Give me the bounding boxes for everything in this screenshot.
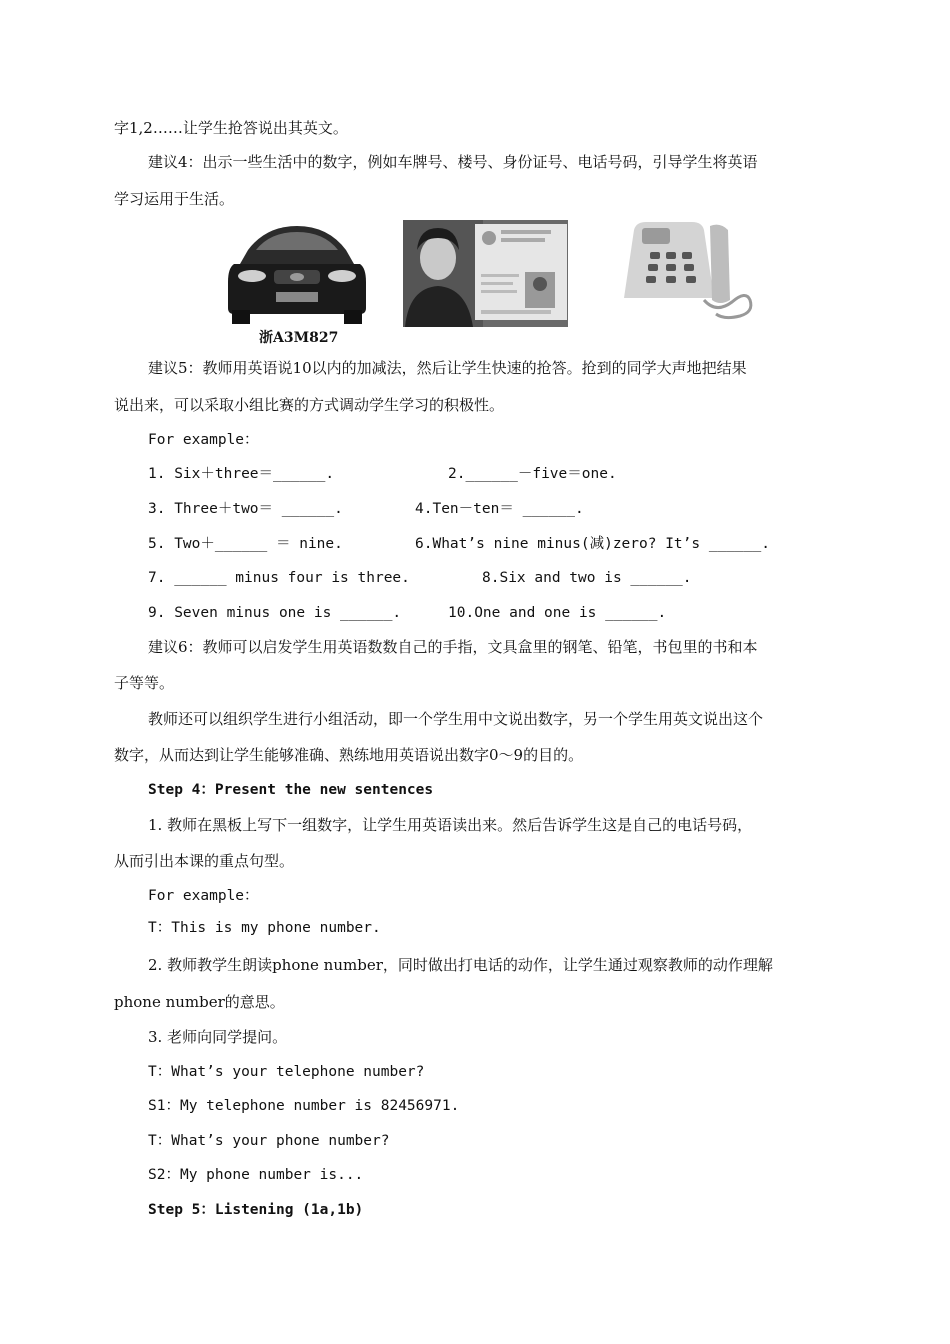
telephone-photo [620, 220, 760, 324]
suggestion-6-line-1: 建议6：教师可以启发学生用英语数数自己的手指，文具盒里的钢笔、铅笔，书包里的书和本 [148, 638, 758, 656]
car-photo [226, 220, 368, 325]
car-plate-caption: 浙A3M827 [259, 330, 339, 346]
for-example-2: For example： [148, 888, 259, 904]
exercise-6: 6.What’s nine minus(减)zero? It’s ______. [415, 536, 770, 552]
suggestion-6-line-2: 子等等。 [114, 674, 175, 692]
group-activity-line-2: 数字，从而达到让学生能够准确、熟练地用英语说出数字0～9的目的。 [114, 746, 584, 764]
step-4-item-1-line-2: 从而引出本课的重点句型。 [114, 852, 295, 870]
dialogue-t-3: T：What’s your phone number? [148, 1133, 390, 1149]
car-icon [226, 220, 368, 325]
for-example-1: For example： [148, 432, 259, 448]
dialogue-s2: S2：My phone number is... [148, 1167, 364, 1183]
step-4-item-3: 3. 老师向同学提问。 [148, 1028, 288, 1046]
person-with-id-card-icon [403, 220, 568, 327]
dialogue-t-1: T：This is my phone number. [148, 920, 381, 936]
suggestion-5-line-2: 说出来，可以采取小组比赛的方式调动学生学习的积极性。 [114, 396, 505, 414]
step-4-item-2-line-2: phone number的意思。 [114, 993, 285, 1011]
suggestion-4-line-2: 学习运用于生活。 [114, 190, 235, 208]
telephone-icon [620, 220, 760, 324]
dialogue-s1: S1：My telephone number is 82456971. [148, 1098, 460, 1114]
exercise-5: 5. Two＋______ ＝ nine. [148, 536, 343, 552]
exercise-9: 9. Seven minus one is ______. [148, 605, 402, 621]
exercise-7: 7. ______ minus four is three. [148, 570, 410, 586]
exercise-4: 4.Ten－ten＝ ______. [415, 501, 584, 517]
step-5-heading: Step 5：Listening (1a,1b) [148, 1202, 364, 1218]
step-4-item-2-line-1: 2. 教师教学生朗读phone number，同时做出打电话的动作，让学生通过观察教师的动作理解 [148, 956, 773, 974]
suggestion-4-line-1: 建议4：出示一些生活中的数字，例如车牌号、楼号、身份证号、电话号码，引导学生将英语 [148, 153, 758, 171]
dialogue-t-2: T：What’s your telephone number? [148, 1064, 425, 1080]
exercise-10: 10.One and one is ______. [448, 605, 667, 621]
id-card-photo [403, 220, 568, 327]
group-activity-line-1: 教师还可以组织学生进行小组活动，即一个学生用中文说出数字，另一个学生用英文说出这个 [148, 710, 764, 728]
exercise-8: 8.Six and two is ______. [482, 570, 692, 586]
exercise-3: 3. Three＋two＝ ______. [148, 501, 343, 517]
step-4-heading: Step 4：Present the new sentences [148, 782, 434, 798]
suggestion-5-line-1: 建议5：教师用英语说10以内的加减法，然后让学生快速的抢答。抢到的同学大声地把结果 [148, 359, 747, 377]
exercise-1: 1. Six＋three＝______. [148, 466, 335, 482]
para-continuation: 字1,2……让学生抢答说出其英文。 [114, 119, 348, 137]
step-4-item-1-line-1: 1. 教师在黑板上写下一组数字，让学生用英语读出来。然后告诉学生这是自己的电话号码， [148, 816, 753, 834]
exercise-2: 2.______－five＝one. [448, 466, 617, 482]
